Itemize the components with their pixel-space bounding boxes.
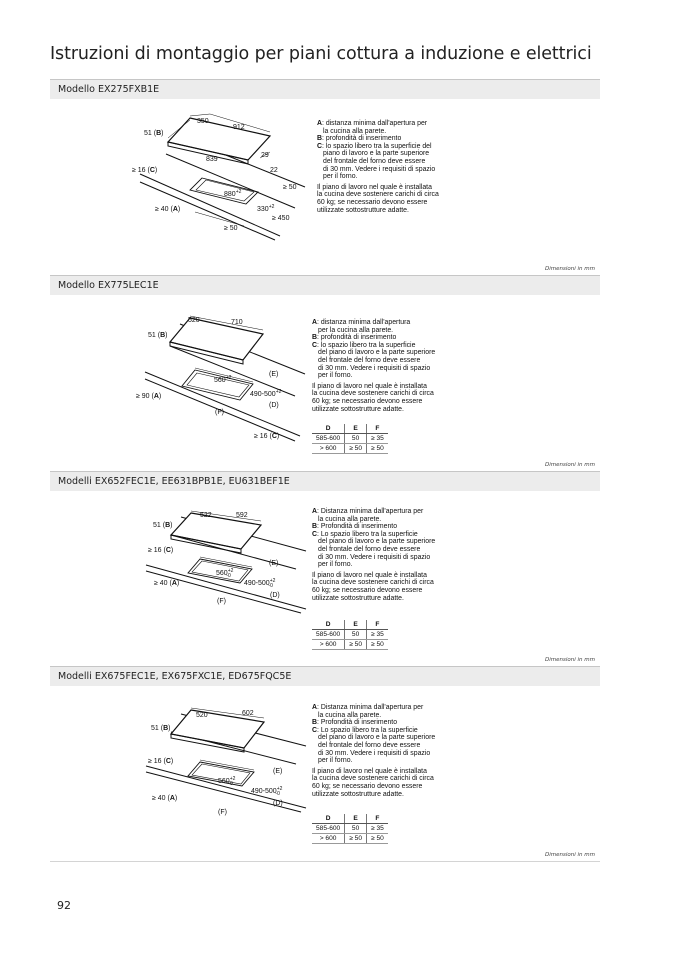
table-row: > 600 ≥ 50 ≥ 50 (312, 834, 388, 844)
dim-912: 912 (233, 124, 245, 131)
table-row: > 600 ≥ 50 ≥ 50 (312, 444, 388, 454)
label-e: (E) (273, 768, 283, 775)
page-number: 92 (57, 899, 71, 912)
label-e: (E) (269, 371, 279, 378)
description-ex775lec1e: A: distanza minima dall'apertura per la cucina alla parete. B: profondità di inserimento C: lo spazio libero tra la superficie del piano di lavoro e la parte superiore del frontale del forno deve essere di 30 mm. Vedere i requisiti di spazio per il forno. Il piano di lavoro nel quale è installata la cucina deve sostenere carichi di circa 60 kg; se necessario devono essere utilizzate sottostrutture adatte. (312, 319, 436, 413)
table-row: 585-600 50 ≥ 35 (312, 630, 388, 640)
table-row: 585-600 50 ≥ 35 (312, 824, 388, 834)
dim-50-bottom: ≥ 50 (224, 225, 238, 232)
dim-16-c: ≥ 16 (C) (148, 758, 174, 765)
label-f: (F) (215, 409, 224, 416)
dim-50-right: ≥ 50 (283, 184, 297, 191)
dim-710: 710 (231, 319, 243, 326)
page-title: Istruzioni di montaggio per piani cottura a induzione e elettrici (50, 44, 592, 64)
dimensions-note: Dimensioni in mm (545, 462, 595, 468)
dim-520: 520 (188, 317, 200, 324)
dim-51-b: 51 (B) (151, 725, 171, 732)
dim-350: 350 (197, 118, 209, 125)
section-header-ex652fec1e: Modelli EX652FEC1E, EE631BPB1E, EU631BEF1E (50, 471, 600, 491)
dim-560: $560^{+2}$ -0 (216, 568, 234, 579)
clearance-table-ex775lec1e: D E F 585-600 50 ≥ 35 > 600 ≥ 50 ≥ 50 (312, 424, 388, 454)
description-ex275fxb1e: A: distanza minima dall'apertura per la cucina alla parete. B: profondità di inserimento C: lo spazio libero tra la superficie del piano di lavoro e la parte superiore del frontale del forno deve essere di 30 mm. Vedere i requisiti di spazio per il forno. Il piano di lavoro nel quale è installata la cucina deve sostenere carichi di circa 60 kg; se necessario devono essere utilizzate sottostrutture adatte. (317, 120, 439, 214)
table-row: > 600 ≥ 50 ≥ 50 (312, 640, 388, 650)
dim-51-b: 51 (B) (144, 130, 164, 137)
dim-40-a: ≥ 40 (A) (152, 795, 178, 802)
dim-520: 520 (196, 712, 208, 719)
dim-522: 522 (200, 512, 212, 519)
dim-592: 592 (236, 512, 248, 519)
label-d: (D) (269, 402, 279, 409)
dim-490-500: $490-500^{+2}$ (250, 389, 282, 398)
dimensions-note: Dimensioni in mm (545, 852, 595, 858)
dimensions-note: Dimensioni in mm (545, 657, 595, 663)
section-divider (50, 861, 600, 862)
dim-839: 839 (206, 156, 218, 163)
dim-16-c: ≥ 16 (C) (148, 547, 174, 554)
section-header-ex275fxb1e: Modello EX275FXB1E (50, 79, 600, 99)
description-ex675fec1e: A: Distanza minima dall'apertura per la cucina alla parete. B: Profondità di inserimento C: Lo spazio libero tra la superficie del piano di lavoro e la parte superiore del frontale del forno deve essere di 30 mm. Vedere i requisiti di spazio per il forno. Il piano di lavoro nel quale è installata la cucina deve sostenere carichi di circa 60 kg; se necessario devono essere utilizzate sottostrutture adatte. (312, 704, 436, 798)
dim-29: 29 (261, 152, 269, 159)
label-f: (F) (217, 598, 226, 605)
table-row: 585-600 50 ≥ 35 (312, 434, 388, 444)
dim-880: $880^{+2}$ (224, 189, 242, 198)
installation-diagram-ex652fec1e (136, 505, 311, 615)
clearance-table-ex652fec1e: D E F 585-600 50 ≥ 35 > 600 ≥ 50 ≥ 50 (312, 620, 388, 650)
dim-450: ≥ 450 (272, 215, 290, 222)
installation-diagram-ex675fec1e (136, 702, 311, 817)
label-d: (D) (270, 592, 280, 599)
description-ex652fec1e: A: Distanza minima dall'apertura per la cucina alla parete. B: Profondità di inserimento C: Lo spazio libero tra la superficie del piano di lavoro e la parte superiore del frontale del forno deve essere di 30 mm. Vedere i requisiti di spazio per il forno. Il piano di lavoro nel quale è installata la cucina deve sostenere carichi di circa 60 kg; se necessario devono essere utilizzate sottostrutture adatte. (312, 508, 436, 602)
dim-90-a: ≥ 90 (A) (136, 393, 162, 400)
dim-16-c: ≥ 16 (C) (132, 167, 158, 174)
dim-51-b: 51 (B) (148, 332, 168, 339)
label-f: (F) (218, 809, 227, 816)
label-e: (E) (269, 560, 279, 567)
dim-490-500: $490-500^{+2}$ -0 (251, 786, 283, 797)
section-header-ex675fec1e: Modelli EX675FEC1E, EX675FXC1E, ED675FQC5E (50, 666, 600, 686)
dim-602: 602 (242, 710, 254, 717)
dim-490-500: $490-500^{+2}$ -0 (244, 578, 276, 589)
dim-16-c: ≥ 16 (C) (254, 433, 280, 440)
installation-diagram-ex275fxb1e (132, 112, 310, 242)
dim-560: $560^{+2}$ -0 (218, 776, 236, 787)
dim-51-b: 51 (B) (153, 522, 173, 529)
dim-560: $560^{+2}$ (214, 375, 232, 384)
clearance-table-ex675fec1e: D E F 585-600 50 ≥ 35 > 600 ≥ 50 ≥ 50 (312, 814, 388, 844)
label-d: (D) (273, 800, 283, 807)
dim-330: $330^{+2}$ (257, 204, 275, 213)
dim-40-a: ≥ 40 (A) (155, 206, 181, 213)
section-header-ex775lec1e: Modello EX775LEC1E (50, 275, 600, 295)
dim-22: 22 (270, 167, 278, 174)
dim-40-a: ≥ 40 (A) (154, 580, 180, 587)
dimensions-note: Dimensioni in mm (545, 266, 595, 272)
installation-diagram-ex775lec1e (135, 310, 310, 445)
